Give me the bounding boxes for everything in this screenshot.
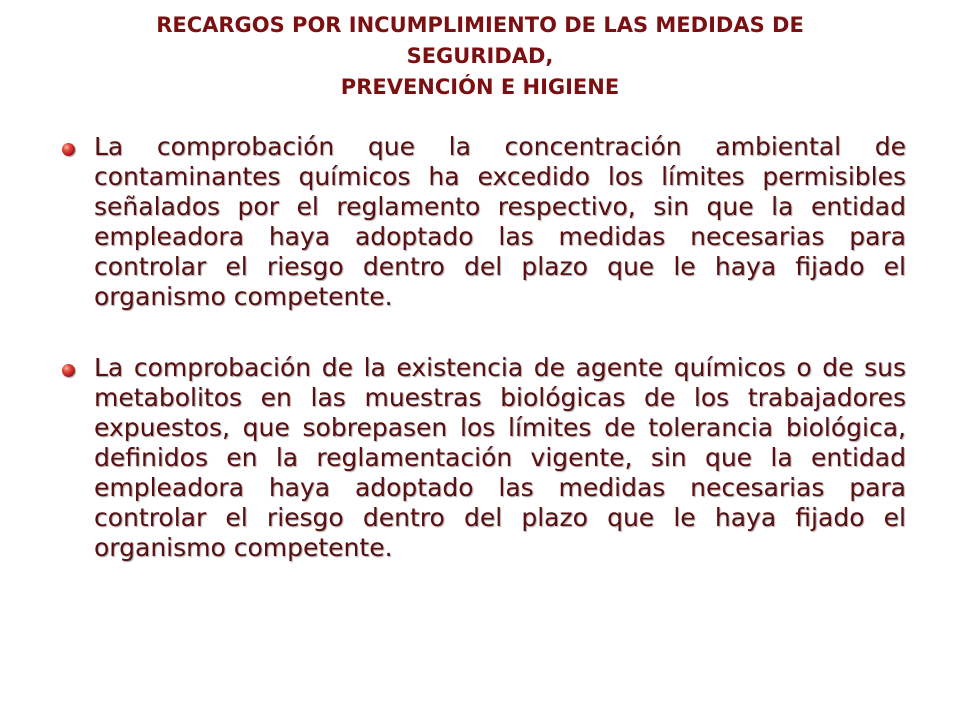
bullet-text: La comprobación que la concentración ambiental de contaminantes químicos ha excedido los límites permisibles señalados por el reglamento respectivo, sin que la entidad empleadora haya adoptado las medidas necesarias para controlar el riesgo dentro del plazo que le haya fijado el organismo competente. <box>94 132 906 311</box>
title-line-2: SEGURIDAD, <box>406 44 554 68</box>
title-line-3: PREVENCIÓN E HIGIENE <box>340 75 620 99</box>
title-line-1: RECARGOS POR INCUMPLIMIENTO DE LAS MEDIDAS DE <box>156 13 804 37</box>
bullet-text: La comprobación de la existencia de agente químicos o de sus metabolitos en las muestras biológicas de los trabajadores expuestos, que sobrepasen los límites de tolerancia biológica, definidos en la reglamentación vigente, sin que la entidad empleadora haya adoptado las medidas necesarias para controlar el riesgo dentro del plazo que le haya fijado el organismo competente. <box>94 353 906 562</box>
slide-title <box>60 10 900 103</box>
bullet-item <box>56 132 906 312</box>
bullet-list <box>56 132 906 604</box>
bullet-dot-icon <box>62 364 75 377</box>
bullet-dot-icon <box>62 143 75 156</box>
bullet-item <box>56 353 906 563</box>
